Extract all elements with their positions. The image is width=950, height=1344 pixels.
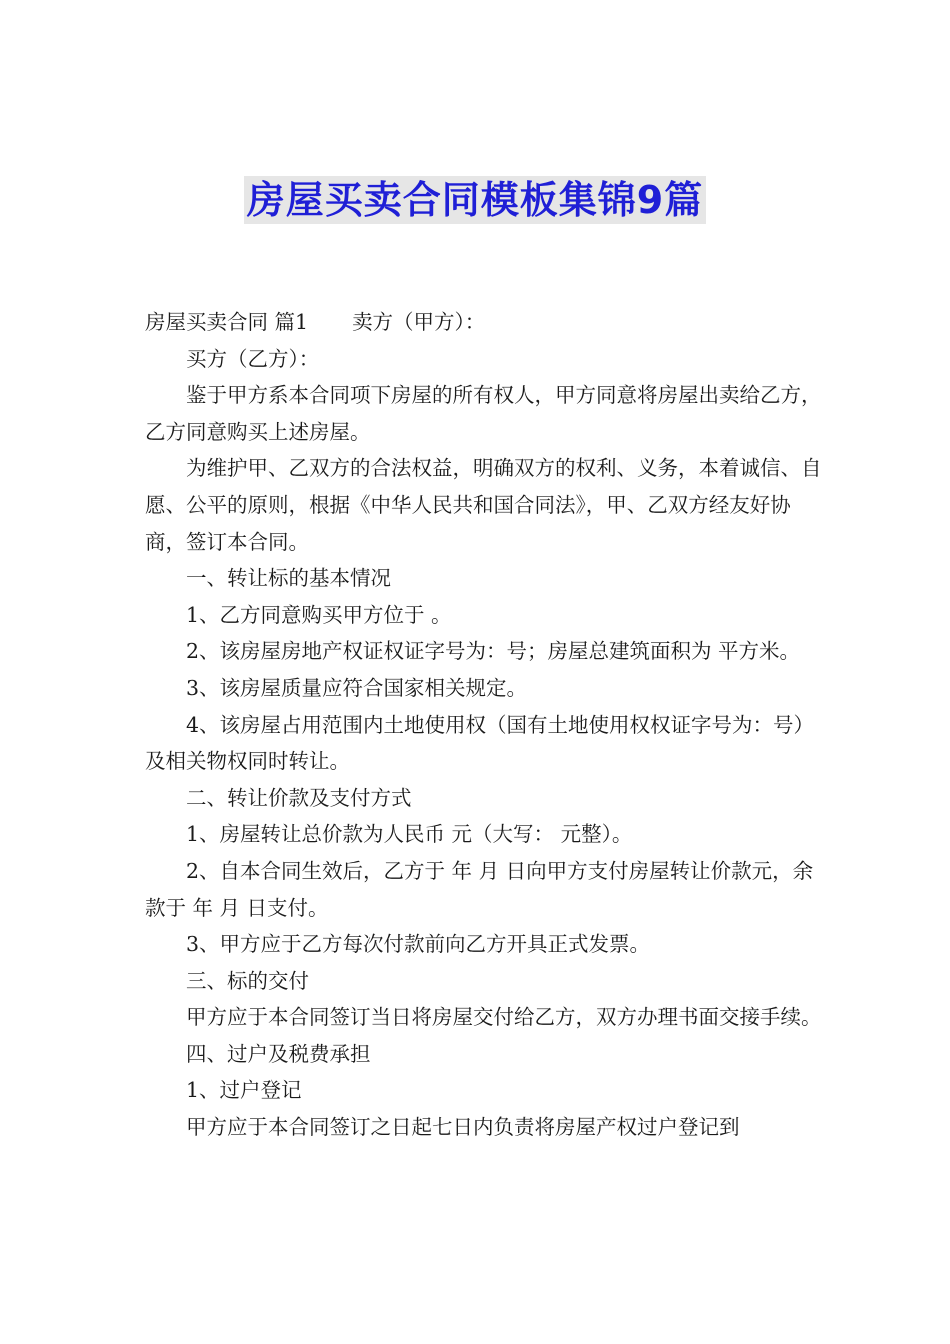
clause-3-body: 甲方应于本合同签订当日将房屋交付给乙方，双方办理书面交接手续。 (186, 1005, 822, 1030)
heading-section-2: 二、转让价款及支付方式 (186, 785, 412, 810)
clause-1-3: 3、该房屋质量应符合国家相关规定。 (186, 675, 528, 700)
heading-section-1: 一、转让标的基本情况 (186, 566, 391, 591)
clause-1-2: 2、该房屋房地产权证权证字号为：号；房屋总建筑面积为 平方米。 (186, 639, 801, 664)
paragraph-contract-heading (145, 304, 825, 341)
clause-2-2: 2、自本合同生效后，乙方于 年 月 日向甲方支付房屋转让价款元，余款于 年 月 日支付。 (145, 858, 814, 920)
clause-1-1: 1、乙方同意购买甲方位于 。 (186, 602, 452, 627)
document-title: 房屋买卖合同模板集锦9篇 (244, 176, 706, 224)
contract-section-label: 房屋买卖合同 篇1 (145, 310, 309, 334)
document-body (145, 304, 825, 1146)
heading-section-4: 四、过户及税费承担 (186, 1041, 371, 1066)
heading-section-3: 三、标的交付 (186, 968, 309, 993)
paragraph-buyer: 买方（乙方）： (186, 346, 320, 371)
title-container (0, 176, 950, 224)
clause-2-1: 1、房屋转让总价款为人民币 元（大写： 元整）。 (186, 822, 633, 847)
clause-4-1-heading: 1、过户登记 (186, 1078, 302, 1103)
seller-label: 卖方（甲方）： (352, 310, 486, 334)
clause-2-3: 3、甲方应于乙方每次付款前向乙方开具正式发票。 (186, 932, 651, 957)
paragraph-purpose: 为维护甲、乙双方的合法权益，明确双方的权利、义务，本着诚信、自愿、公平的原则，根据《中华人民共和国合同法》，甲、乙双方经友好协商，签订本合同。 (145, 456, 822, 554)
clause-4-1-body: 甲方应于本合同签订之日起七日内负责将房屋产权过户登记到 (186, 1115, 740, 1140)
paragraph-whereas: 鉴于甲方系本合同项下房屋的所有权人，甲方同意将房屋出卖给乙方，乙方同意购买上述房屋。 (145, 383, 822, 444)
clause-1-4: 4、该房屋占用范围内土地使用权（国有土地使用权权证字号为：号）及相关物权同时转让。 (145, 712, 815, 774)
